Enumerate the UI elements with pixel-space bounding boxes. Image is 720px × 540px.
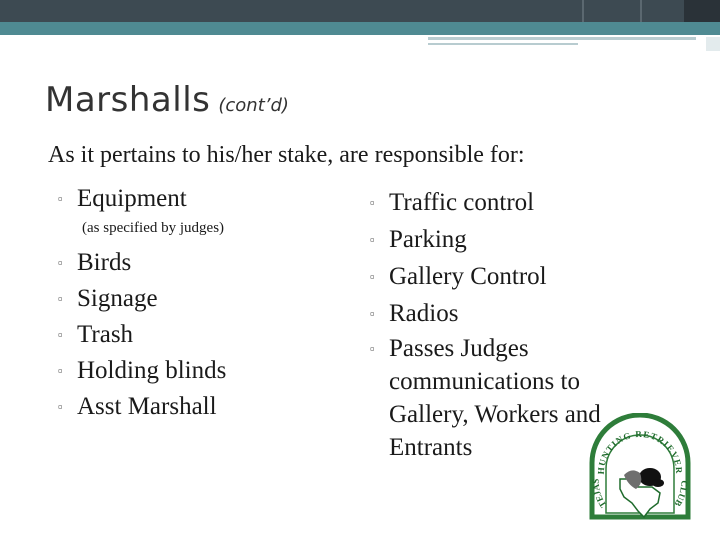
list-item-label: Signage xyxy=(77,285,158,312)
left-bullet-list xyxy=(58,181,358,425)
list-item-label: Radios xyxy=(389,300,459,327)
list-item-label: Equipment xyxy=(77,185,187,212)
accent-band xyxy=(0,22,720,35)
bullet-icon: ▫ xyxy=(58,291,63,306)
list-item xyxy=(58,245,358,281)
slide-title-main: Marshalls xyxy=(45,80,211,120)
banner-tick xyxy=(640,0,642,22)
slide-title xyxy=(45,80,289,120)
accent-line-short xyxy=(428,43,578,45)
intro-text: As it pertains to his/her stake, are responsible for: xyxy=(48,142,525,168)
bullet-icon: ▫ xyxy=(58,399,63,414)
list-item xyxy=(370,184,650,221)
list-item xyxy=(370,295,650,332)
list-item-label: Birds xyxy=(77,249,132,276)
logo-text-right: CLUB xyxy=(672,480,690,509)
list-item xyxy=(58,353,358,389)
bullet-icon: ▫ xyxy=(370,341,375,356)
list-item-label: Gallery Control xyxy=(389,263,547,290)
list-item xyxy=(58,389,358,425)
list-item xyxy=(370,221,650,258)
banner-corner xyxy=(684,0,720,22)
list-item xyxy=(58,317,358,353)
list-item-label: Parking xyxy=(389,226,467,253)
bullet-icon: ▫ xyxy=(58,363,63,378)
bullet-icon: ▫ xyxy=(58,255,63,270)
retriever-snout-icon xyxy=(652,479,664,487)
list-item-label: Passes Judges communications to Gallery, Workers and Entrants xyxy=(389,335,601,461)
logo-text-left: TEJAS xyxy=(590,478,609,510)
bullet-icon: ▫ xyxy=(58,191,63,206)
list-item-note xyxy=(58,217,358,239)
list-item xyxy=(58,281,358,317)
list-item-label: Holding blinds xyxy=(77,357,227,384)
list-item xyxy=(58,181,358,217)
accent-line xyxy=(428,37,696,40)
bullet-icon: ▫ xyxy=(58,327,63,342)
logo-text-top: HUNTING RETRIEVER xyxy=(595,428,685,475)
bullet-icon: ▫ xyxy=(370,306,375,321)
list-item-label: Traffic control xyxy=(389,189,535,216)
banner-tick xyxy=(582,0,584,22)
list-item xyxy=(370,258,650,295)
list-item-label: Trash xyxy=(77,321,134,348)
list-item-label: Asst Marshall xyxy=(77,393,217,420)
bullet-icon: ▫ xyxy=(370,269,375,284)
slide-title-suffix: (cont’d) xyxy=(218,95,289,116)
texas-retriever-logo-icon xyxy=(586,413,694,523)
accent-square xyxy=(706,37,720,51)
list-item-note-label: (as specified by judges) xyxy=(82,220,225,236)
bullet-icon: ▫ xyxy=(370,195,375,210)
top-banner xyxy=(0,0,720,22)
bullet-icon: ▫ xyxy=(370,232,375,247)
